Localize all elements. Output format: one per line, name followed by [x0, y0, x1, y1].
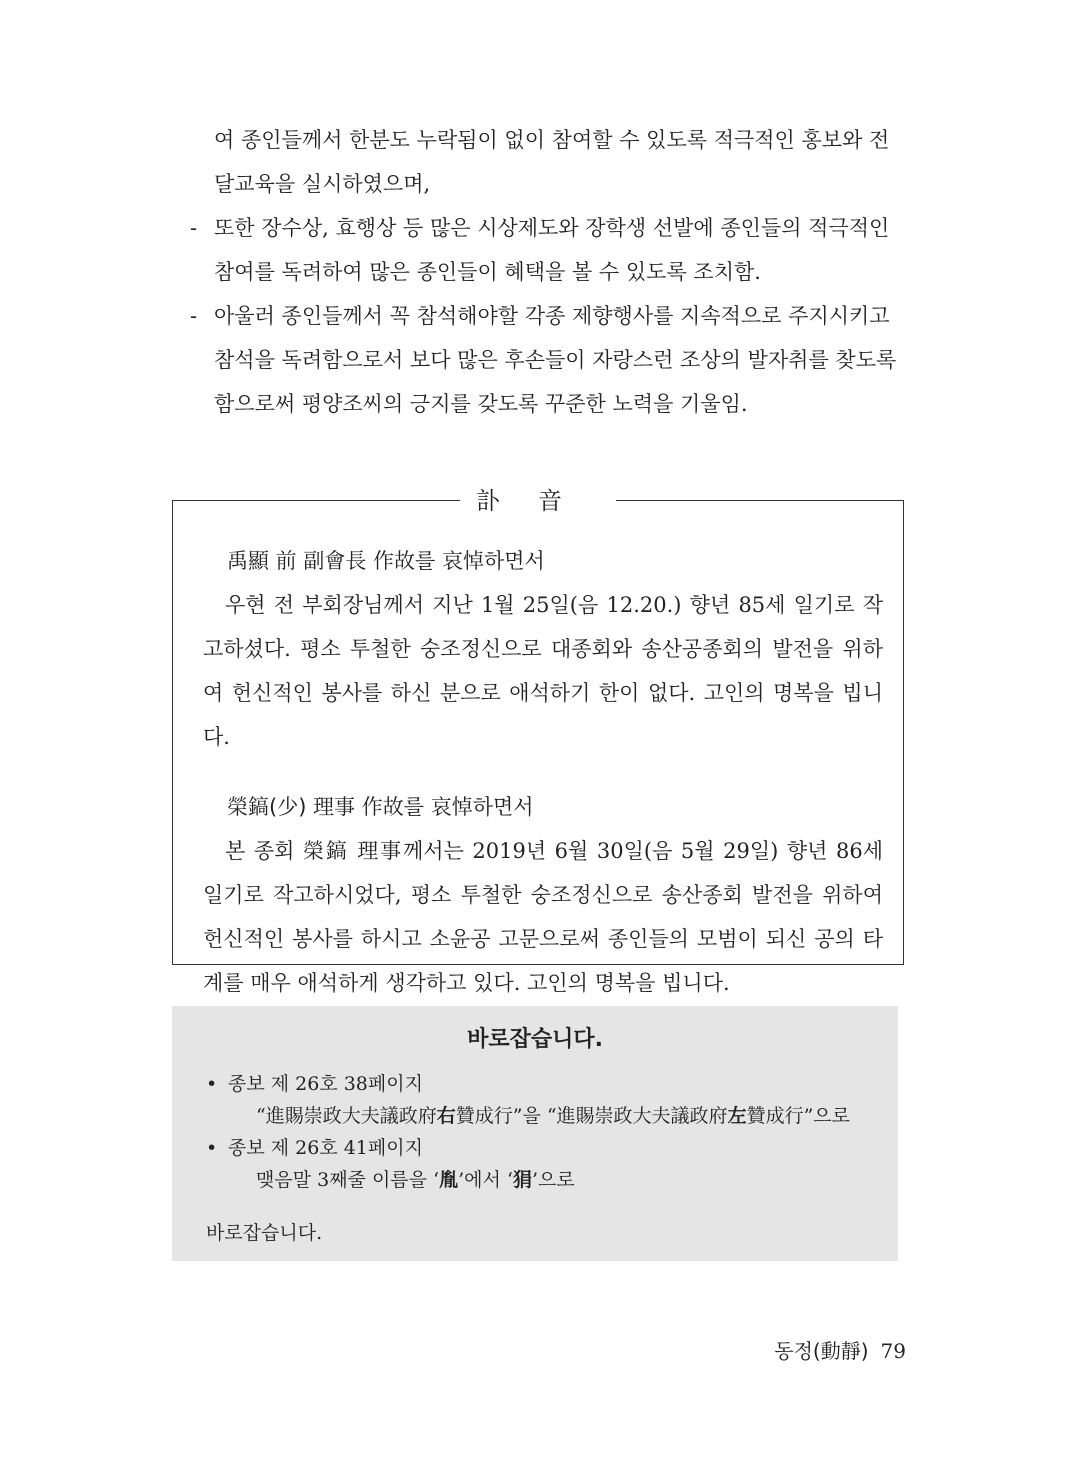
paragraph-2	[190, 206, 910, 294]
correction-item-1-label: 종보 제 26호 38페이지	[228, 1073, 423, 1095]
correction-footer: 바로잡습니다.	[206, 1222, 323, 1244]
emphasis-left: 左	[727, 1105, 747, 1127]
obituary-content	[203, 539, 883, 1005]
correction-item-1-detail: “進賜崇政大夫議政府右贊成行”을 “進賜崇政大夫議政府左贊成行”으로	[256, 1105, 850, 1127]
correction-item-1	[206, 1068, 886, 1132]
correction-item-2	[206, 1132, 886, 1196]
obituary-heading-1: 禹顯 前 副會長 作故를 哀悼하면서	[227, 549, 545, 573]
correction-item-2-detail: 맺음말 3째줄 이름을 ‘胤’에서 ‘狷’으로	[256, 1169, 575, 1191]
paragraph-1-line-1: 여 종인들께서 한분도 누락됨이 없이 참여할 수 있도록 적극적인 홍보와 전	[214, 128, 890, 152]
emphasis-right: 右	[436, 1105, 456, 1127]
emphasis-old-name: 胤	[439, 1169, 459, 1191]
obituary-box	[172, 487, 904, 995]
intro-text	[190, 118, 910, 426]
obituary-text-2: 본 종회 榮鎬 理事께서는 2019년 6월 30일(음 5월 29일) 향년 86세 일기로 작고하시었다, 평소 투철한 숭조정신으로 송산종회 발전을 위하여 헌신적인 봉사를 하시고 소윤공 고문으로써 종인들의 모범이 되신 공의 타계를 매우 애석하게 생각하고 있다. 고인의 명복을 빕니다.	[203, 839, 883, 995]
obituary-title: 訃音	[460, 481, 616, 521]
bullet-marker: •	[206, 1073, 218, 1095]
paragraph-3-line-2: 참석을 독려함으로서 보다 많은 후손들이 자랑스런 조상의 발자취를 찾도록	[214, 348, 897, 372]
obituary-heading-2: 榮鎬(少) 理事 作故를 哀悼하면서	[227, 795, 534, 819]
correction-title: 바로잡습니다.	[467, 1027, 603, 1052]
correction-box	[172, 1006, 898, 1261]
paragraph-2-line-1: 또한 장수상, 효행상 등 많은 시상제도와 장학생 선발에 종인들의 적극적인	[214, 216, 890, 240]
paragraph-1-line-2: 달교육을 실시하였으며,	[214, 172, 431, 196]
publication-title: 동정(動靜)	[774, 1339, 869, 1363]
bullet-marker: •	[206, 1137, 218, 1159]
correction-item-2-label: 종보 제 26호 41페이지	[228, 1137, 423, 1159]
emphasis-new-name: 狷	[512, 1169, 532, 1191]
paragraph-3-line-3: 함으로써 평양조씨의 긍지를 갖도록 꾸준한 노력을 기울임.	[214, 392, 748, 416]
dash-marker: -	[190, 216, 198, 240]
dash-marker: -	[190, 304, 198, 328]
paragraph-3-line-1: 아울러 종인들께서 꼭 참석해야할 각종 제향행사를 지속적으로 주지시키고	[214, 304, 890, 328]
paragraph-2-line-2: 참여를 독려하여 많은 종인들이 혜택을 볼 수 있도록 조치함.	[214, 260, 761, 284]
obituary-text-1: 우현 전 부회장님께서 지난 1월 25일(음 12.20.) 향년 85세 일기로 작고하셨다. 평소 투철한 숭조정신으로 대종회와 송산공종회의 발전을 위하여 헌신적인 봉사를 하신 분으로 애석하기 한이 없다. 고인의 명복을 빕니다.	[203, 593, 883, 749]
page-number: 79	[880, 1339, 906, 1363]
paragraph-3	[190, 294, 910, 426]
correction-list	[206, 1068, 886, 1196]
page-footer	[774, 1335, 906, 1364]
paragraph-1	[190, 118, 910, 206]
